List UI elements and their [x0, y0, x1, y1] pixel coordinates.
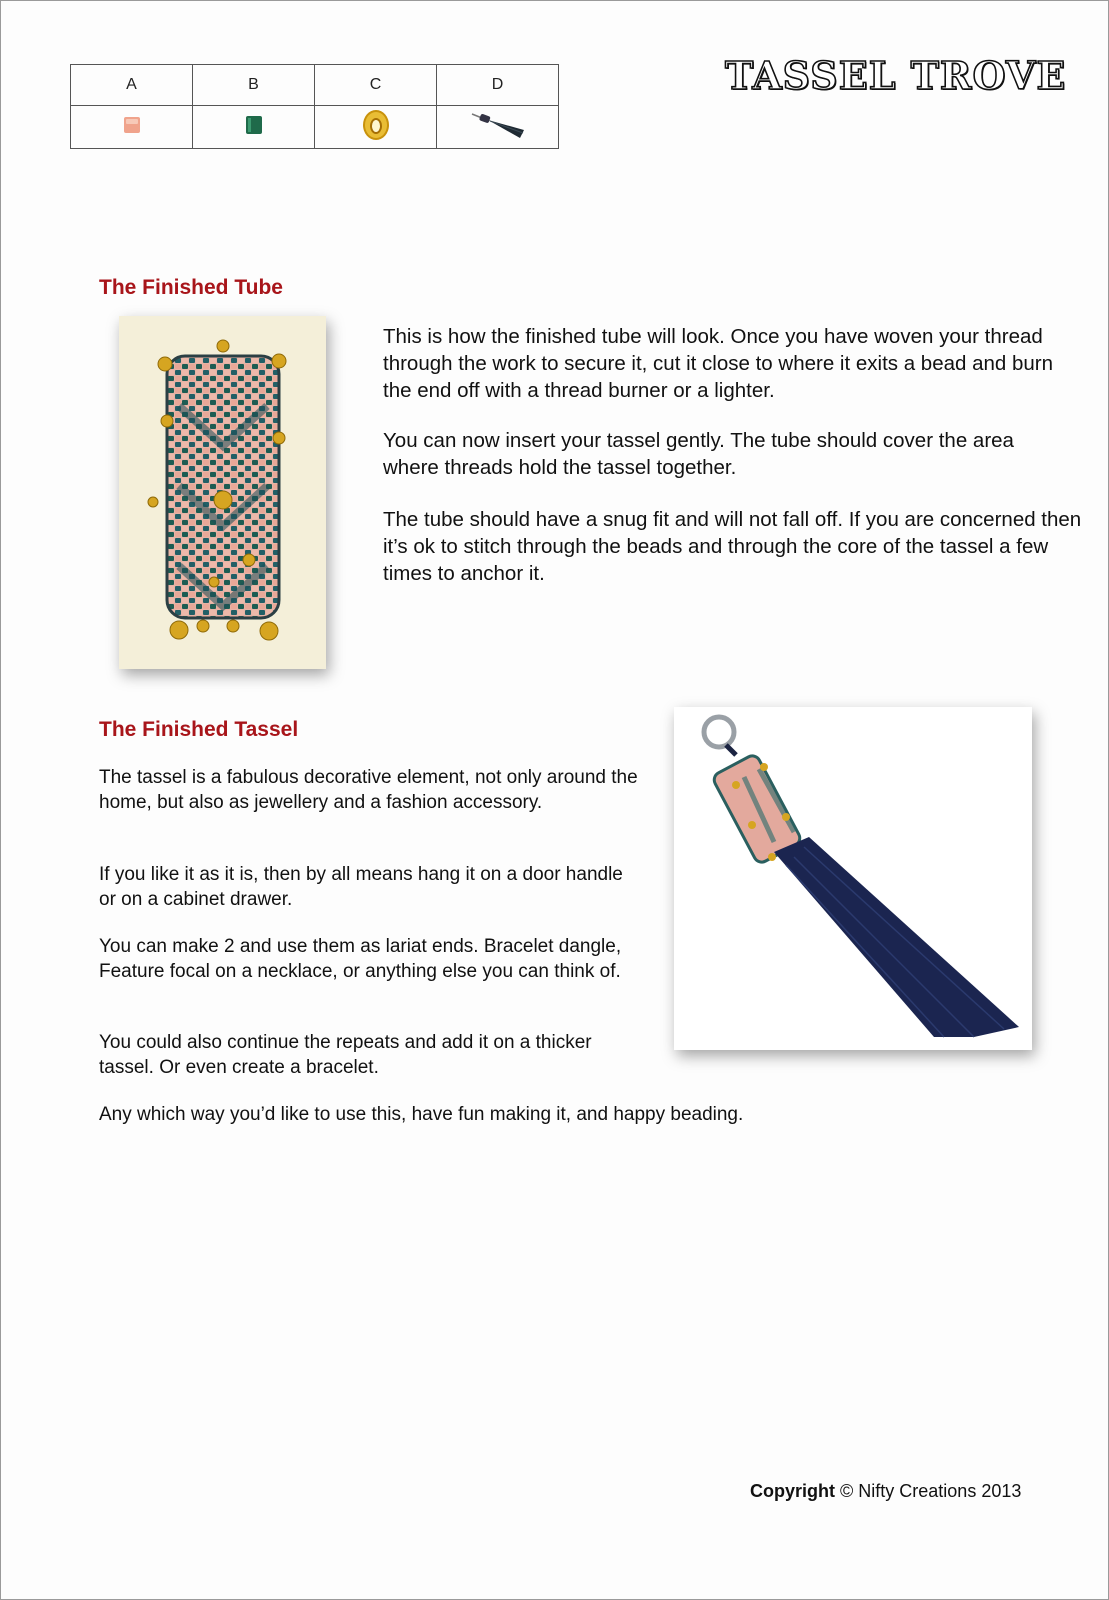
tassel-icon: [468, 108, 528, 142]
tassel-paragraph-3: You can make 2 and use them as lariat ends. Bracelet dangle, Feature focal on a necklace, or anything else you can think of.: [99, 936, 622, 983]
page-title: TASSEL TROVE: [725, 53, 1067, 98]
gold-ring-bead-icon: [361, 108, 391, 142]
tube-paragraph-1: This is how the finished tube will look. Once you have woven your thread through the work to secure it, cut it close to where it exits a bead and burn the end off with a thread burner or a lighter.: [383, 325, 1054, 403]
legend-header-a: A: [71, 65, 193, 106]
legend-header-b: B: [193, 65, 315, 106]
tube-paragraph-2: You can now insert your tassel gently. The tube should cover the area where threads hold the tassel together.: [383, 429, 1014, 480]
bead-legend-table: [70, 64, 559, 149]
tube-section-heading: The Finished Tube: [99, 276, 283, 299]
finished-tassel-photo: [674, 707, 1032, 1050]
tassel-paragraph-1: The tassel is a fabulous decorative element, not only around the home, but also as jewellery and a fashion accessory.: [99, 767, 638, 814]
pink-bead-icon: [123, 116, 141, 134]
tube-paragraph-3: The tube should have a snug fit and will not fall off. If you are concerned then it’s ok to stitch through the beads and through the core of the tassel a few times to anchor it.: [383, 508, 1082, 586]
closing-paragraph: Any which way you’d like to use this, have fun making it, and happy beading.: [99, 1104, 744, 1125]
copyright-footer: [750, 1481, 1021, 1502]
beaded-tube-image: [119, 316, 326, 669]
copyright-label: Copyright: [750, 1481, 835, 1501]
tassel-image: [674, 707, 1032, 1050]
legend-header-d: D: [437, 65, 559, 106]
copyright-text: © Nifty Creations 2013: [840, 1481, 1022, 1501]
legend-header-c: C: [315, 65, 437, 106]
tassel-section-heading: The Finished Tassel: [99, 718, 299, 741]
green-bead-icon: [245, 115, 263, 135]
finished-tube-photo: [119, 316, 326, 669]
tassel-paragraph-4: You could also continue the repeats and add it on a thicker tassel. Or even create a bracelet.: [99, 1032, 592, 1079]
tassel-paragraph-2: If you like it as it is, then by all means hang it on a door handle or on a cabinet drawer.: [99, 864, 623, 911]
